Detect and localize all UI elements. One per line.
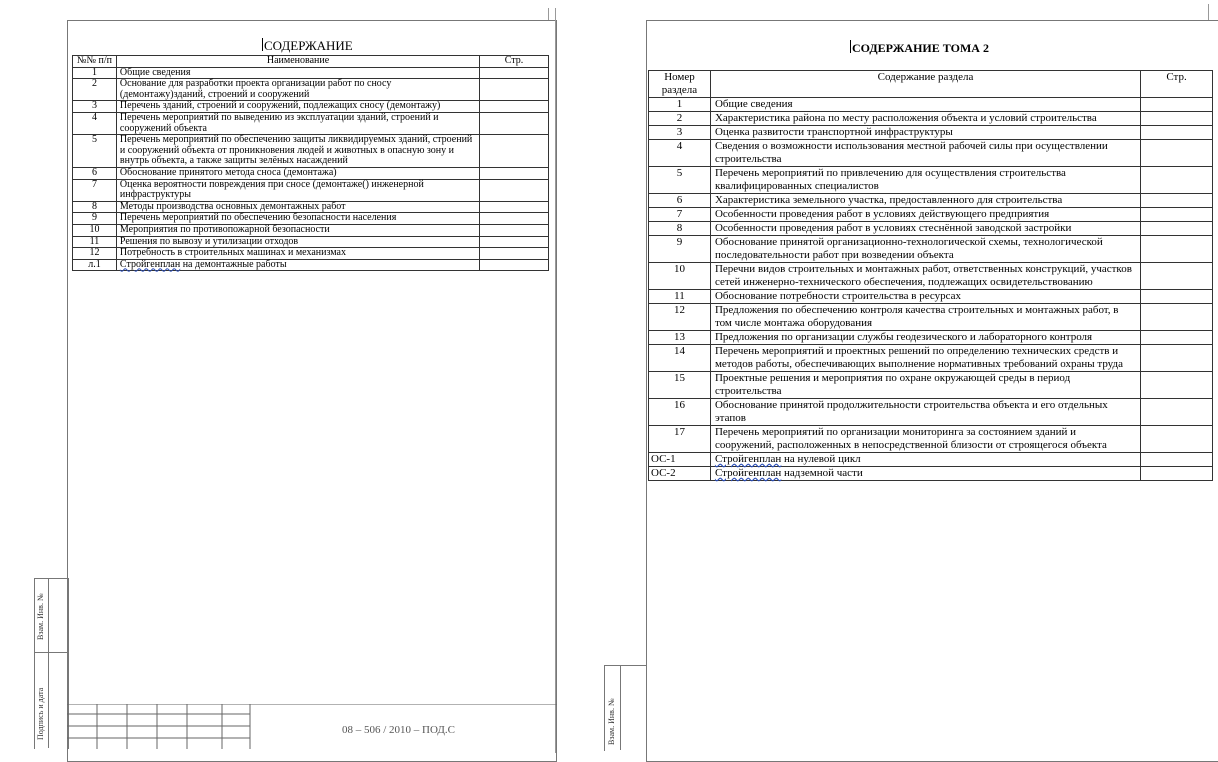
left-table-row (73, 259, 549, 271)
right-row-title: Особенности проведения работ в условиях стеснённой заводской застройки (710, 222, 1140, 236)
left-table-body (73, 67, 549, 271)
right-table-row (649, 98, 1213, 112)
right-row-page (1141, 467, 1213, 481)
left-table-row (73, 135, 549, 168)
right-row-number: 6 (649, 194, 711, 208)
document-code: 08 – 506 / 2010 – ПОД.С (342, 724, 455, 736)
right-table-row (649, 304, 1213, 331)
right-row-title: Перечни видов строительных и монтажных работ, ответственных конструкций, участков сетей инженерно-технического обеспечения, подлежащих освидетельствованию (710, 263, 1140, 290)
right-row-number: ОС-2 (649, 467, 711, 481)
right-table-header-row (649, 71, 1213, 98)
left-row-title: Обоснование принятого метода сноса (демонтажа) (116, 167, 479, 179)
right-table-row (649, 222, 1213, 236)
right-row-page (1141, 140, 1213, 167)
right-row-title: Стройгенплан надземной части (710, 467, 1140, 481)
right-row-title: Общие сведения (710, 98, 1140, 112)
right-row-number: 15 (649, 372, 711, 399)
right-row-page (1141, 263, 1213, 290)
right-row-number: 8 (649, 222, 711, 236)
right-vzam-label: Взам. Инв. № (607, 698, 616, 745)
right-row-number: 13 (649, 331, 711, 345)
right-row-page (1141, 208, 1213, 222)
right-row-page (1141, 304, 1213, 331)
left-table-row (73, 236, 549, 248)
right-table-row (649, 167, 1213, 194)
right-row-number: 16 (649, 399, 711, 426)
left-row-title: Методы производства основных демонтажных работ (116, 201, 479, 213)
left-table-row (73, 201, 549, 213)
right-row-number: 2 (649, 112, 711, 126)
left-title-block-grid (67, 704, 557, 749)
left-row-number: 3 (73, 101, 117, 113)
right-row-title: Перечень мероприятий по организации мониторинга за состоянием зданий и сооружений, расположенных в непосредственной близости от строящегося объекта (710, 426, 1140, 453)
right-table-row (649, 467, 1213, 481)
left-row-number: 6 (73, 167, 117, 179)
right-table-row (649, 399, 1213, 426)
right-table-row (649, 126, 1213, 140)
left-table-row (73, 112, 549, 134)
left-row-page (480, 67, 549, 79)
right-row-title: Перечень мероприятий и проектных решений по определению технических средств и методов работы, обеспечивающих выполнение нормативных требований охраны труда (710, 345, 1140, 372)
right-row-page (1141, 290, 1213, 304)
left-row-number: 10 (73, 224, 117, 236)
left-row-number: 7 (73, 179, 117, 201)
left-row-page (480, 167, 549, 179)
left-side-inner-line (48, 578, 49, 748)
right-header-num: Номер раздела (649, 71, 711, 98)
right-row-page (1141, 112, 1213, 126)
left-row-number: л.1 (73, 259, 117, 271)
left-page-edge (555, 8, 556, 753)
right-row-page (1141, 194, 1213, 208)
left-row-title: Перечень мероприятий по выведению из эксплуатации зданий, строений и сооружений объекта (116, 112, 479, 134)
left-vzam-label: Взам. Инв. № (36, 593, 45, 640)
right-contents-table (648, 70, 1213, 481)
right-row-number: ОС-1 (649, 453, 711, 467)
left-row-page (480, 259, 549, 271)
right-table-row (649, 372, 1213, 399)
left-page-top-tick (548, 8, 549, 20)
left-row-number: 9 (73, 213, 117, 225)
right-table-row (649, 263, 1213, 290)
left-row-title: Стройгенплан на демонтажные работы (116, 259, 479, 271)
left-row-page (480, 236, 549, 248)
right-row-number: 14 (649, 345, 711, 372)
left-row-title: Перечень мероприятий по обеспечению защиты ликвидируемых зданий, строений и сооружений объекта от проникновения людей и животных в опасную зону и внутрь объекта, а также защиты зелёных насаждений (116, 135, 479, 168)
left-header-name: Наименование (116, 56, 479, 68)
right-table-row (649, 426, 1213, 453)
right-table-row (649, 453, 1213, 467)
left-row-title: Оценка вероятности повреждения при сносе (демонтаже() инженерной инфраструктуры (116, 179, 479, 201)
right-table-body (649, 98, 1213, 481)
left-row-number: 1 (73, 67, 117, 79)
right-table-row (649, 290, 1213, 304)
left-row-title: Решения по вывозу и утилизации отходов (116, 236, 479, 248)
right-row-title: Сведения о возможности использования местной рабочей силы при осуществлении строительства (710, 140, 1140, 167)
right-contents-title: СОДЕРЖАНИЕ ТОМА 2 (852, 41, 989, 55)
right-row-number: 10 (649, 263, 711, 290)
left-side-divider (34, 652, 67, 653)
right-table-row (649, 140, 1213, 167)
text-cursor (262, 38, 263, 51)
right-table-row (649, 208, 1213, 222)
right-row-title: Обоснование потребности строительства в ресурсах (710, 290, 1140, 304)
left-row-title: Перечень мероприятий по обеспечению безопасности населения (116, 213, 479, 225)
left-row-page (480, 112, 549, 134)
right-row-title: Предложения по обеспечению контроля качества строительных и монтажных работ, в том числе монтажа оборудования (710, 304, 1140, 331)
left-row-page (480, 213, 549, 225)
right-row-page (1141, 167, 1213, 194)
left-table-row (73, 167, 549, 179)
right-table-row (649, 345, 1213, 372)
right-row-title: Характеристика земельного участка, предоставленного для строительства (710, 194, 1140, 208)
right-row-number: 7 (649, 208, 711, 222)
right-row-title: Проектные решения и мероприятия по охране окружающей среды в период строительства (710, 372, 1140, 399)
right-row-page (1141, 372, 1213, 399)
right-table-row (649, 236, 1213, 263)
right-row-title: Обоснование принятой продолжительности строительства объекта и его отдельных этапов (710, 399, 1140, 426)
left-contents-title: СОДЕРЖАНИЕ (264, 38, 353, 53)
right-row-number: 3 (649, 126, 711, 140)
right-row-number: 9 (649, 236, 711, 263)
right-row-page (1141, 126, 1213, 140)
right-row-title: Обоснование принятой организационно-технологической схемы, технологической последовательности работ при возведении объекта (710, 236, 1140, 263)
right-table-row (649, 112, 1213, 126)
right-row-page (1141, 331, 1213, 345)
right-row-number: 4 (649, 140, 711, 167)
right-row-page (1141, 426, 1213, 453)
right-row-title: Предложения по организации службы геодезического и лабораторного контроля (710, 331, 1140, 345)
left-row-number: 11 (73, 236, 117, 248)
left-row-title: Основание для разработки проекта организации работ по сносу (демонтажу)зданий, строений и сооружений (116, 79, 479, 101)
left-contents-table (72, 55, 549, 271)
right-row-page (1141, 98, 1213, 112)
left-row-title: Общие сведения (116, 67, 479, 79)
left-row-number: 12 (73, 248, 117, 260)
left-row-number: 2 (73, 79, 117, 101)
left-table-row (73, 213, 549, 225)
left-table-row (73, 179, 549, 201)
right-row-title: Оценка развитости транспортной инфраструктуры (710, 126, 1140, 140)
left-table-row (73, 67, 549, 79)
right-table-row (649, 194, 1213, 208)
right-row-page (1141, 345, 1213, 372)
left-table-row (73, 79, 549, 101)
right-row-page (1141, 399, 1213, 426)
left-table-header-row (73, 56, 549, 68)
left-row-title: Мероприятия по противопожарной безопасности (116, 224, 479, 236)
right-side-inner-line (620, 665, 621, 750)
right-row-title: Характеристика района по месту расположения объекта и условий строительства (710, 112, 1140, 126)
right-header-page: Стр. (1141, 71, 1213, 98)
right-row-number: 5 (649, 167, 711, 194)
left-row-page (480, 101, 549, 113)
left-table-row (73, 224, 549, 236)
right-row-page (1141, 453, 1213, 467)
right-page-top-tick (1208, 4, 1209, 20)
left-podpis-label: Подпись и дата (36, 687, 45, 740)
left-row-title: Перечень зданий, строений и сооружений, подлежащих сносу (демонтажу) (116, 101, 479, 113)
left-table-row (73, 101, 549, 113)
left-header-num: №№ п/п (73, 56, 117, 68)
left-row-number: 8 (73, 201, 117, 213)
left-row-number: 4 (73, 112, 117, 134)
right-header-name: Содержание раздела (710, 71, 1140, 98)
left-row-page (480, 224, 549, 236)
left-row-number: 5 (73, 135, 117, 168)
right-row-number: 17 (649, 426, 711, 453)
right-row-page (1141, 236, 1213, 263)
left-header-page: Стр. (480, 56, 549, 68)
left-table-row (73, 248, 549, 260)
left-row-page (480, 201, 549, 213)
right-row-title: Перечень мероприятий по привлечению для осуществления строительства квалифицированных специалистов (710, 167, 1140, 194)
left-row-page (480, 135, 549, 168)
left-row-page (480, 248, 549, 260)
right-row-page (1141, 222, 1213, 236)
left-row-page (480, 179, 549, 201)
right-row-number: 11 (649, 290, 711, 304)
right-row-title: Особенности проведения работ в условиях действующего предприятия (710, 208, 1140, 222)
right-row-number: 1 (649, 98, 711, 112)
left-row-page (480, 79, 549, 101)
right-row-title: Стройгенплан на нулевой цикл (710, 453, 1140, 467)
right-row-number: 12 (649, 304, 711, 331)
left-row-title: Потребность в строительных машинах и механизмах (116, 248, 479, 260)
text-cursor-right (850, 40, 851, 53)
right-table-row (649, 331, 1213, 345)
